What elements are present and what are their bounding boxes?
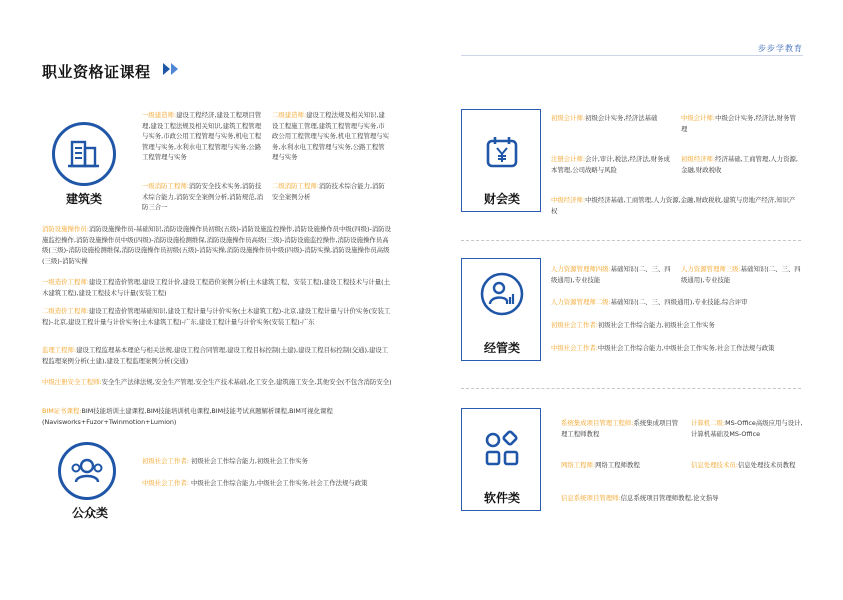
paragraph-bim — [42, 406, 392, 427]
software-category-card — [461, 408, 541, 511]
course-name: 注册会计师: — [551, 155, 586, 163]
course-name: 消防设施操作员: — [42, 225, 89, 233]
course-name: 一级消防工程师: — [142, 182, 189, 190]
course-name: 监理工程师: — [42, 346, 77, 354]
calendar-yen-icon — [482, 132, 522, 172]
paragraph-cost-engineer-2 — [42, 306, 392, 327]
course-name: 计算机二级: — [691, 419, 726, 427]
software-item-3 — [561, 460, 679, 471]
course-desc: 中级社会工作综合能力,中级社会工作实务,社会工作法规与政策 — [597, 344, 775, 352]
course-desc: 初级会计实务,经济法基础 — [585, 114, 658, 122]
finance-item-4 — [681, 154, 801, 175]
public-item-2 — [142, 478, 382, 489]
finance-item-5 — [551, 195, 801, 216]
course-desc: MS-Office高级应用与设计,计算机基础及MS-Office — [691, 419, 803, 438]
construction-item-2 — [272, 110, 390, 163]
course-name: 网络工程师: — [561, 461, 596, 469]
section-divider — [461, 388, 801, 389]
brand-name: 步步学教育 — [758, 44, 803, 53]
course-name: 人力资源管理师二级: — [551, 298, 611, 306]
double-arrow-icon — [163, 62, 183, 76]
course-desc: 信息处理技术员教程 — [737, 461, 796, 469]
management-category-label: 经管类 — [483, 341, 520, 355]
course-name: 一级造价工程师: — [42, 278, 89, 286]
course-name: 二级造价工程师: — [42, 307, 89, 315]
management-category-card — [461, 258, 541, 361]
construction-item-4 — [272, 181, 390, 202]
course-name: 初级会计师: — [551, 114, 586, 122]
course-name: 中级经济师: — [551, 196, 586, 204]
management-item-2 — [681, 264, 801, 285]
software-item-5 — [561, 493, 801, 504]
course-name: 中级会计师: — [681, 114, 716, 122]
course-name: 信息系统项目管理师: — [561, 494, 621, 502]
public-category-label: 公众类 — [71, 506, 108, 520]
management-item-3 — [551, 297, 801, 308]
course-name: 中级注册安全工程师: — [42, 378, 102, 386]
people-icon — [61, 445, 113, 497]
course-desc: 基础知识(二、三、四级通用),专业技能 — [681, 265, 801, 284]
course-desc: 网络工程师教程 — [595, 461, 640, 469]
course-desc: 会计,审计,税法,经济法,财务成本管理,公司战略与风险 — [551, 155, 670, 174]
course-desc: 建设工程法规及相关知识,建设工程施工管理,建筑工程管理与实务,市政公用工程管理与实务,机电工程管理与实务,水利水电工程管理与实务,公路工程管理与实务 — [272, 111, 390, 162]
course-desc: 初级社会工作综合能力,初级社会工作实务 — [597, 321, 715, 329]
section-divider — [461, 240, 801, 241]
course-name: 人力资源管理师四级: — [551, 265, 611, 273]
course-name: 中级社会工作者: — [551, 344, 598, 352]
course-desc: 消防设施操作员-基础知识,消防设施操作员初级(五级)-消防设施监控操作,消防设施操作员中级(四级)-消防设施监控操作,消防设施操作员中级(四级)-消防设施检测维保,消防设施操作员高级(三级)-消防设施监控操作,消防设施操作员高级(三级)-消防设施检测维保,消防设施操作员初级(五级)-消防实操,消防设施操作员中级(四级)-消防实操,消防设施操作员高级(三级)-消防实操 — [42, 225, 392, 265]
paragraph-fire-operator — [42, 224, 392, 266]
course-name: 系统集成项目管理工程师: — [561, 419, 634, 427]
course-desc: 建设工程造价管理,建设工程计价,建设工程造价案例分析(土木建筑工程、安装工程),建设工程技术与计量(土木建筑工程),建设工程技术与计量(安装工程) — [42, 278, 391, 297]
course-desc: 建设工程造价管理基础知识,建设工程计量与计价实务(土木建筑工程)-北京,建设工程计量与计价实务(安装工程)-北京,建设工程计量与计价实务(土木建筑工程)-广东,建设工程计量与计价实务(安装工程)-广东 — [42, 307, 391, 326]
finance-item-2 — [681, 113, 801, 134]
course-name: 中级社会工作者: — [142, 479, 189, 487]
course-name: 初级社会工作者: — [142, 457, 189, 465]
course-name: 一级建造师: — [142, 111, 177, 119]
public-category-icon — [58, 442, 116, 500]
course-desc: 中级社会工作综合能力,中级社会工作实务,社会工作法规与政策 — [190, 479, 368, 487]
software-category-label: 软件类 — [483, 491, 520, 505]
course-desc: 消防技术综合能力,消防安全案例分析 — [272, 182, 385, 201]
building-icon — [55, 125, 113, 183]
course-desc: 基础知识(二、三、四级通用),专业技能 — [551, 265, 671, 284]
course-desc: 安全生产法律法规,安全生产管理,安全生产技术基础,化工安全,建筑施工安全,其他安全(不包含消防安全) — [101, 378, 392, 386]
course-desc: 消防安全技术实务,消防技术综合能力,消防安全案例分析,消防规范,消防三合一 — [142, 182, 264, 212]
course-name: 信息处理技术员: — [691, 461, 738, 469]
construction-item-1 — [142, 110, 264, 163]
management-item-1 — [551, 264, 675, 285]
construction-category-icon — [52, 122, 116, 186]
header-divider — [461, 55, 803, 56]
finance-category-label: 财会类 — [483, 192, 520, 206]
course-desc: 初级社会工作综合能力,初级社会工作实务 — [190, 457, 308, 465]
page-title: 职业资格证课程 — [42, 63, 151, 81]
software-item-2 — [691, 418, 803, 439]
paragraph-cost-engineer-1 — [42, 277, 392, 298]
course-desc: 中级会计实务,经济法,财务管理 — [681, 114, 796, 133]
public-item-1 — [142, 456, 382, 467]
construction-item-3 — [142, 181, 266, 213]
course-desc: 基础知识(二、三、四级通用),专业技能,综合评审 — [610, 298, 748, 306]
course-name: 二级消防工程师: — [272, 182, 319, 190]
finance-item-3 — [551, 154, 671, 175]
software-item-4 — [691, 460, 803, 471]
course-desc: 建设工程监理基本理论与相关法规,建设工程合同管理,建设工程目标控制(土建),建设工程目标控制(交通),建设工程监理案例分析(土建),建设工程监理案例分析(交通) — [42, 346, 389, 365]
construction-category-label: 建筑类 — [65, 192, 102, 206]
course-name: BIM证书课程: — [42, 407, 82, 415]
course-desc: 信息系统项目管理师教程,论文指导 — [620, 494, 719, 502]
course-name: 人力资源管理师三级: — [681, 265, 741, 273]
finance-category-card — [461, 109, 541, 212]
course-name: 初级社会工作者: — [551, 321, 598, 329]
finance-item-1 — [551, 113, 671, 124]
app-grid-icon — [482, 429, 522, 469]
management-item-5 — [551, 343, 801, 354]
paragraph-safety-engineer — [42, 377, 392, 388]
course-desc: 建设工程经济,建设工程项目管理,建设工程法规及相关知识,建筑工程管理与实务,市政公用工程管理与实务,机电工程管理与实务,水利水电工程管理与实务,公路工程管理与实务 — [142, 111, 262, 162]
management-item-4 — [551, 320, 801, 331]
course-name: 二级建造师: — [272, 111, 307, 119]
person-bars-icon — [479, 271, 525, 317]
course-desc: BIM技能培训土建课程,BIM技能培训机电课程,BIM技能考试真题解析课程,BIM可视化课程(Navisworks+Fuzor+Twinmotion+Lumion) — [42, 407, 333, 426]
course-desc: 经济基础,工商管理,人力资源,金融,财政税收 — [681, 155, 798, 174]
course-desc: 中级经济基础,工商管理,人力资源,金融,财政税收,建筑与房地产经济,知识产权 — [551, 196, 796, 215]
course-desc: 系统集成项目管理工程师教程 — [561, 419, 679, 438]
course-name: 初级经济师: — [681, 155, 716, 163]
software-item-1 — [561, 418, 679, 439]
paragraph-supervision-engineer — [42, 345, 392, 366]
